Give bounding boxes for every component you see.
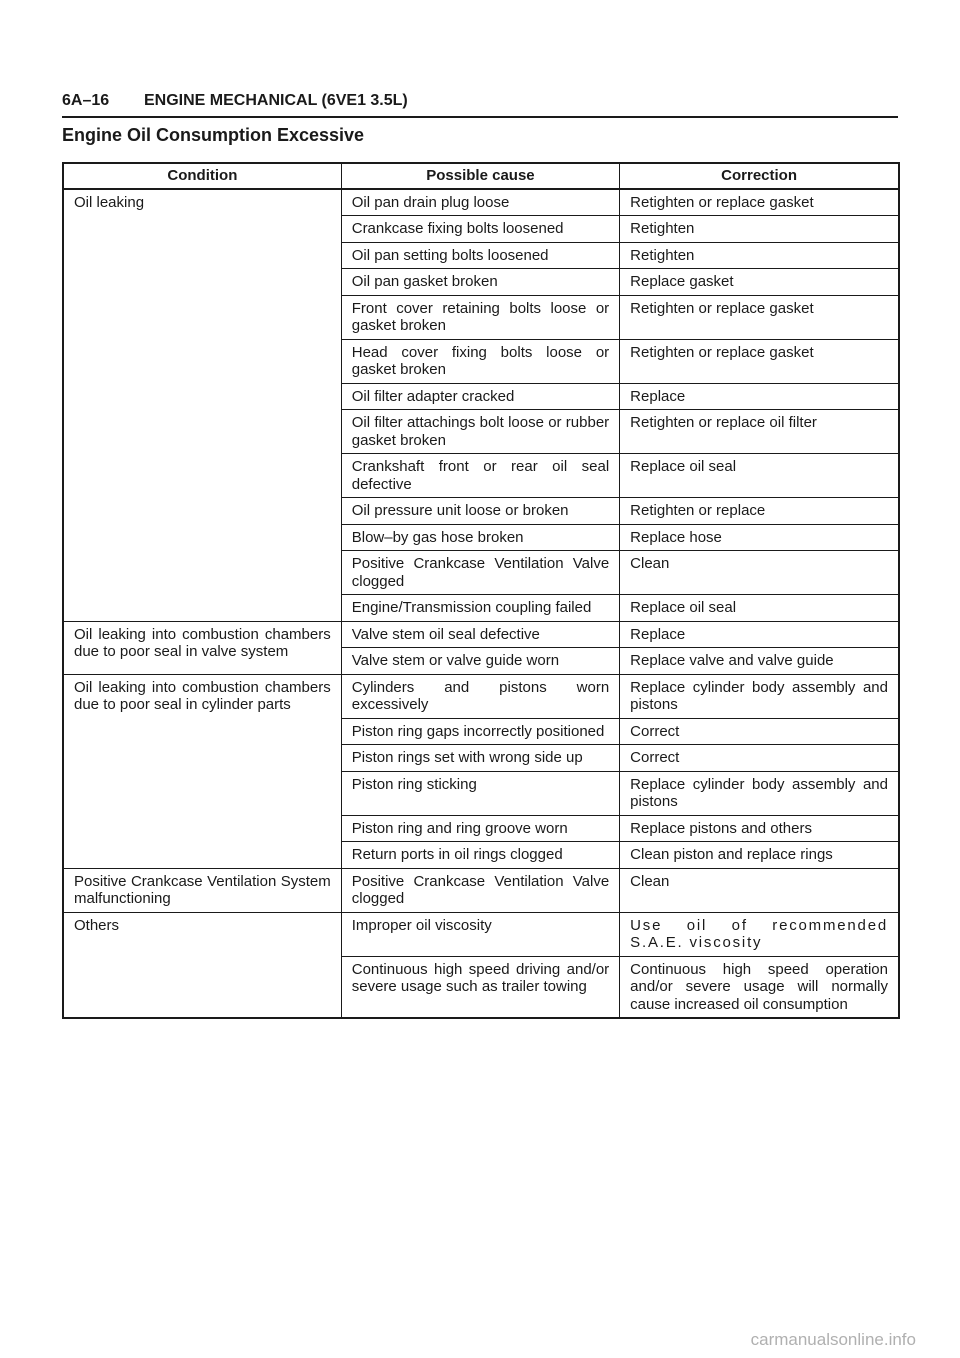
cause-cell: Continuous high speed driving and/or severe usage such as trailer towing xyxy=(341,956,619,1018)
condition-cell: Oil leaking into combustion chambers due to poor seal in cylinder parts xyxy=(63,674,341,868)
cause-cell: Engine/Transmission coupling failed xyxy=(341,595,619,622)
page-title: Engine Oil Consumption Excessive xyxy=(62,125,365,145)
correction-cell: Clean xyxy=(620,868,899,912)
cause-cell: Piston rings set with wrong side up xyxy=(341,745,619,772)
cause-cell: Crankshaft front or rear oil seal defective xyxy=(341,454,619,498)
correction-cell: Retighten or replace gasket xyxy=(620,339,899,383)
cause-cell: Front cover retaining bolts loose or gasket broken xyxy=(341,295,619,339)
header-rule xyxy=(62,116,898,118)
correction-cell: Retighten or replace gasket xyxy=(620,189,899,216)
correction-cell: Continuous high speed operation and/or severe usage will normally cause increased oil consumption xyxy=(620,956,899,1018)
table-header-row xyxy=(63,163,899,189)
correction-cell: Retighten xyxy=(620,216,899,243)
cause-cell: Oil pan drain plug loose xyxy=(341,189,619,216)
cause-cell: Oil pan gasket broken xyxy=(341,269,619,296)
watermark-text: carmanualsonline.info xyxy=(750,1330,916,1349)
cause-cell: Return ports in oil rings clogged xyxy=(341,842,619,869)
column-header-correction: Correction xyxy=(620,163,899,189)
table-row xyxy=(63,868,899,912)
section-title: ENGINE MECHANICAL (6VE1 3.5L) xyxy=(144,92,408,109)
correction-cell: Retighten or replace oil filter xyxy=(620,410,899,454)
table-row xyxy=(63,621,899,648)
cause-cell: Positive Crankcase Ventilation Valve clogged xyxy=(341,868,619,912)
cause-cell: Head cover fixing bolts loose or gasket broken xyxy=(341,339,619,383)
cause-cell: Oil filter adapter cracked xyxy=(341,383,619,410)
correction-cell: Correct xyxy=(620,745,899,772)
correction-cell: Clean xyxy=(620,551,899,595)
correction-cell: Correct xyxy=(620,718,899,745)
page-number: 6A–16 xyxy=(62,92,110,109)
troubleshooting-table xyxy=(62,162,900,1019)
correction-cell: Clean piston and replace rings xyxy=(620,842,899,869)
cause-cell: Improper oil viscosity xyxy=(341,912,619,956)
correction-cell: Use oil of recommended S.A.E. viscosity xyxy=(620,912,899,956)
cause-cell: Valve stem or valve guide worn xyxy=(341,648,619,675)
column-header-possible-cause: Possible cause xyxy=(341,163,619,189)
condition-cell: Oil leaking xyxy=(63,189,341,622)
cause-cell: Piston ring sticking xyxy=(341,771,619,815)
correction-cell: Replace xyxy=(620,621,899,648)
correction-cell: Replace xyxy=(620,383,899,410)
correction-cell: Retighten xyxy=(620,242,899,269)
cause-cell: Oil pressure unit loose or broken xyxy=(341,498,619,525)
table-row xyxy=(63,189,899,216)
condition-cell: Oil leaking into combustion chambers due to poor seal in valve system xyxy=(63,621,341,674)
column-header-condition: Condition xyxy=(63,163,341,189)
condition-cell: Others xyxy=(63,912,341,1018)
correction-cell: Replace cylinder body assembly and pistons xyxy=(620,771,899,815)
condition-cell: Positive Crankcase Ventilation System malfunctioning xyxy=(63,868,341,912)
table-row xyxy=(63,674,899,718)
correction-cell: Replace cylinder body assembly and pistons xyxy=(620,674,899,718)
cause-cell: Cylinders and pistons worn excessively xyxy=(341,674,619,718)
table-row xyxy=(63,912,899,956)
correction-cell: Replace gasket xyxy=(620,269,899,296)
cause-cell: Positive Crankcase Ventilation Valve clogged xyxy=(341,551,619,595)
cause-cell: Oil filter attachings bolt loose or rubber gasket broken xyxy=(341,410,619,454)
cause-cell: Crankcase fixing bolts loosened xyxy=(341,216,619,243)
cause-cell: Piston ring gaps incorrectly positioned xyxy=(341,718,619,745)
correction-cell: Retighten or replace xyxy=(620,498,899,525)
correction-cell: Replace oil seal xyxy=(620,595,899,622)
cause-cell: Piston ring and ring groove worn xyxy=(341,815,619,842)
correction-cell: Retighten or replace gasket xyxy=(620,295,899,339)
page-header xyxy=(62,91,898,111)
correction-cell: Replace oil seal xyxy=(620,454,899,498)
correction-cell: Replace hose xyxy=(620,524,899,551)
cause-cell: Oil pan setting bolts loosened xyxy=(341,242,619,269)
cause-cell: Valve stem oil seal defective xyxy=(341,621,619,648)
correction-cell: Replace pistons and others xyxy=(620,815,899,842)
table-body xyxy=(63,189,899,1019)
correction-cell: Replace valve and valve guide xyxy=(620,648,899,675)
cause-cell: Blow–by gas hose broken xyxy=(341,524,619,551)
